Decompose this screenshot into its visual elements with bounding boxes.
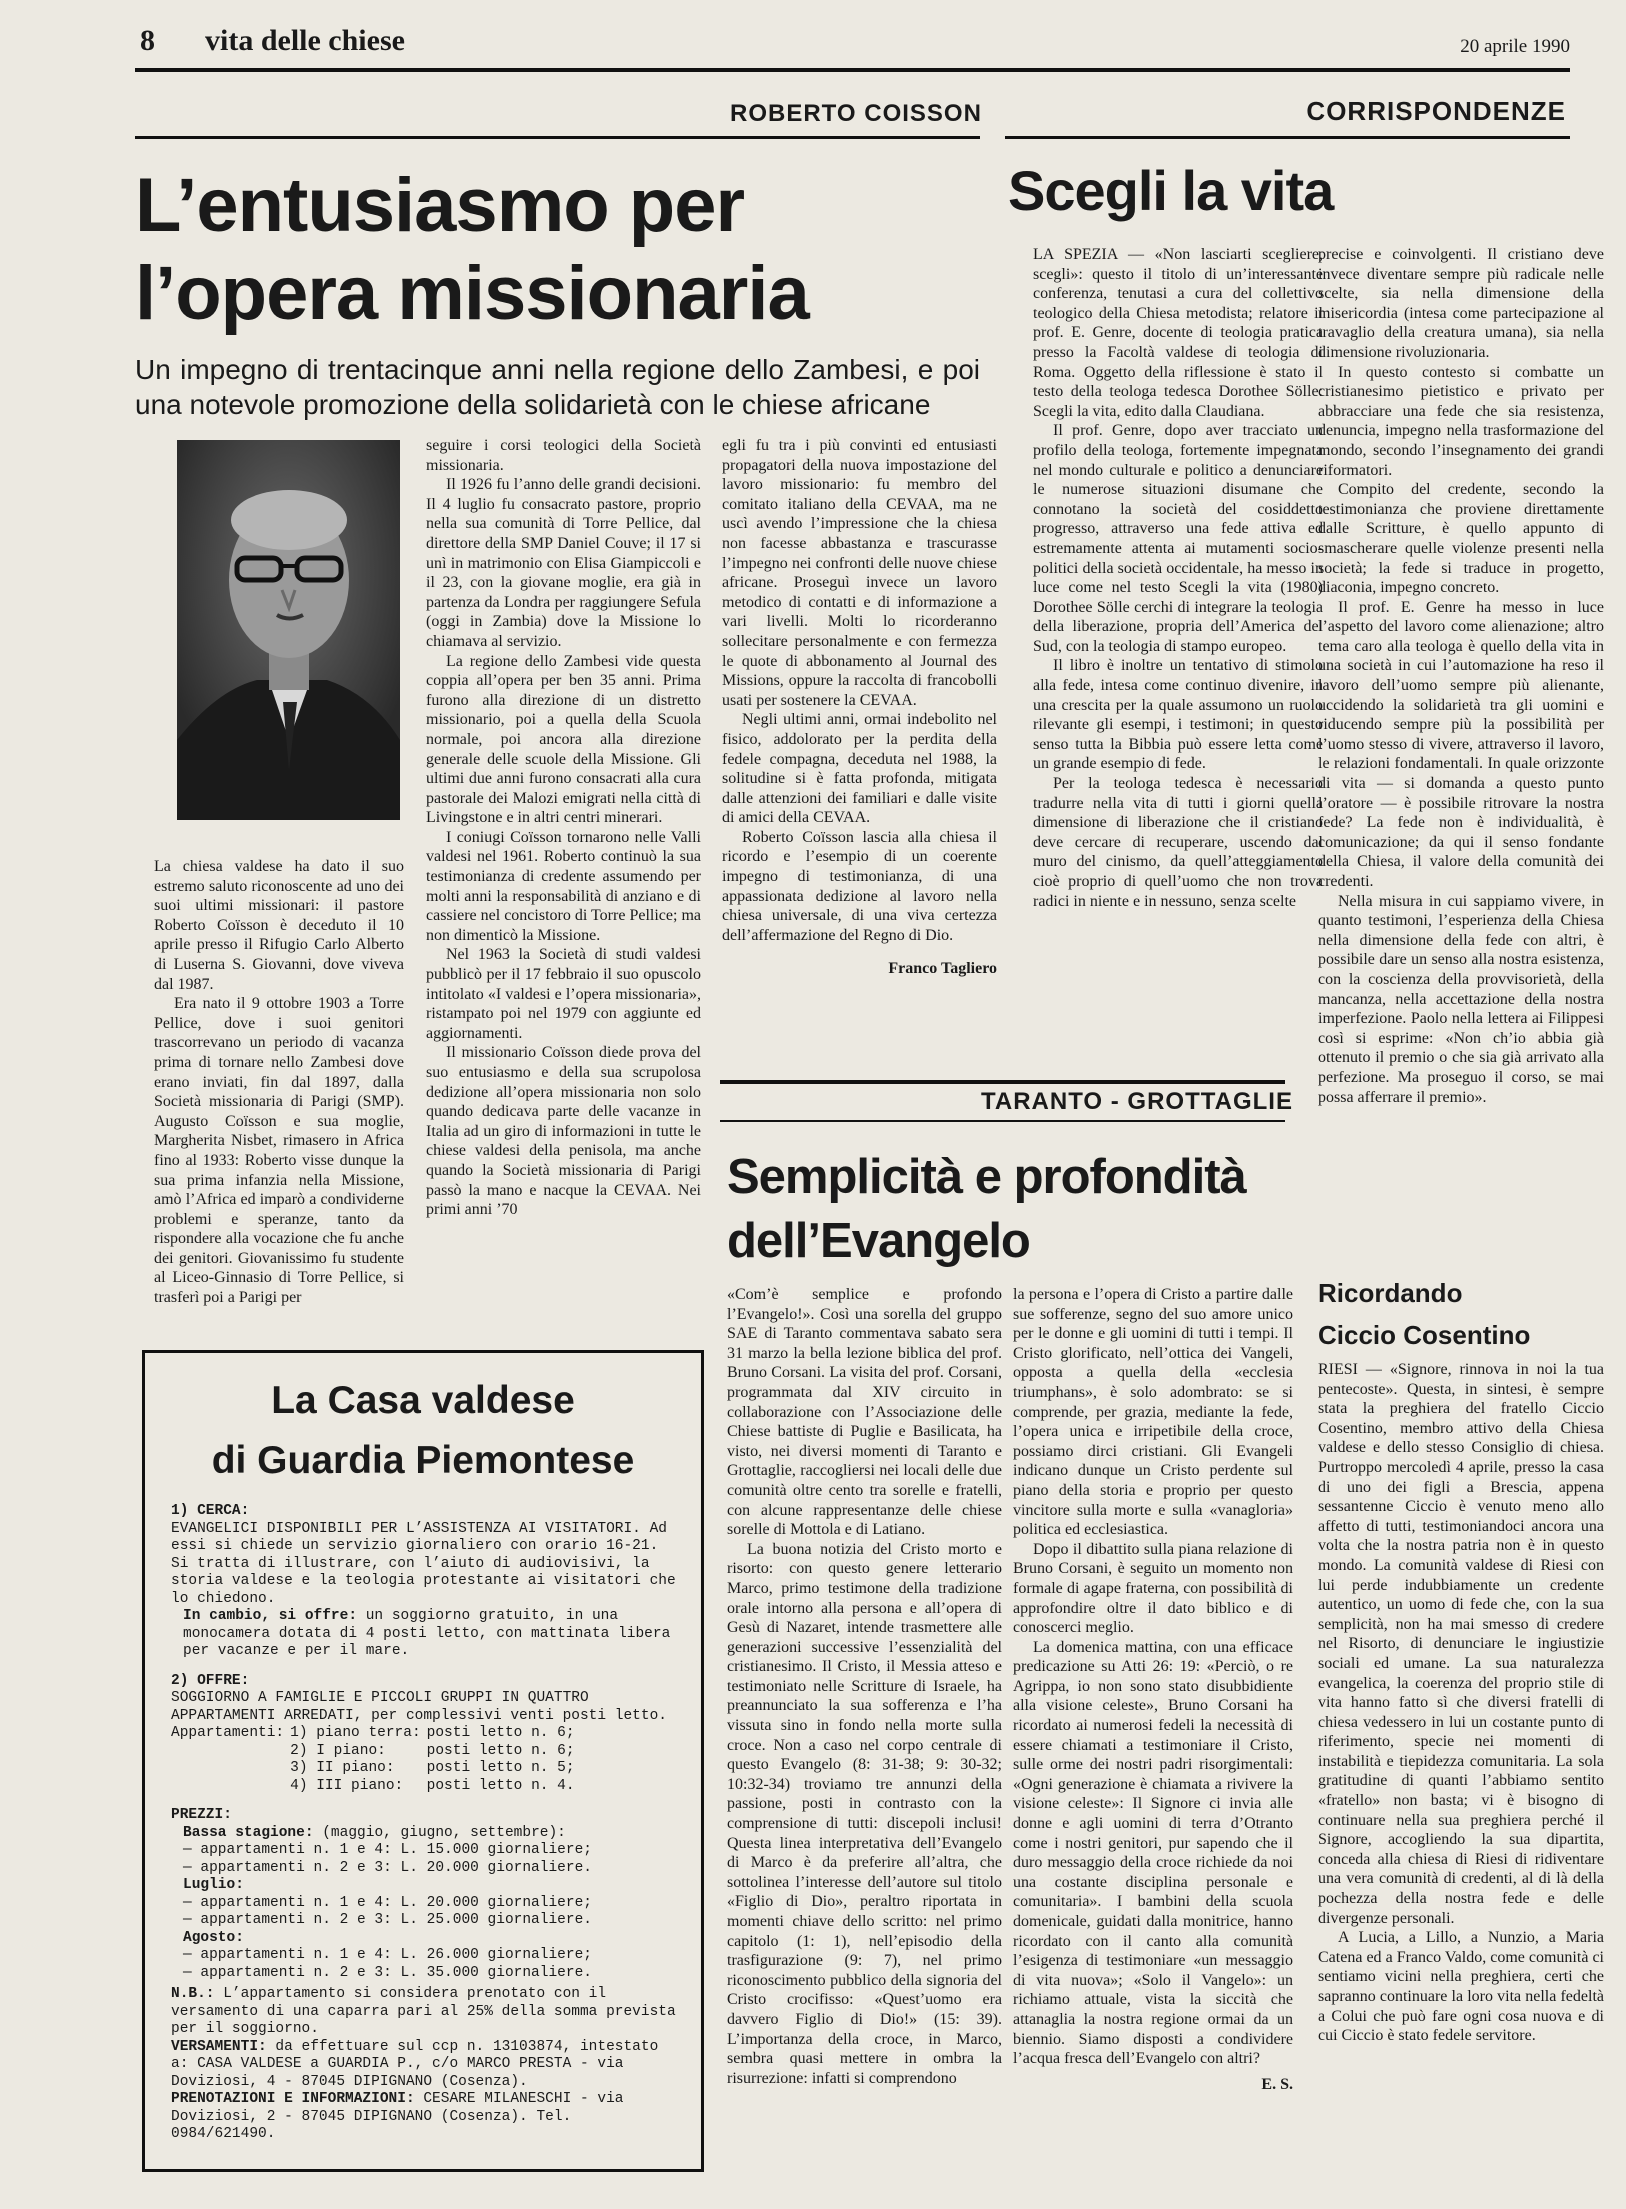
paragraph: seguire i corsi teologici della Società missionaria. (426, 437, 701, 474)
ad-body (171, 1503, 681, 2144)
right-article-col-2 (1318, 245, 1604, 1107)
left-article-col-1 (154, 857, 404, 1308)
portrait-illustration (177, 440, 400, 820)
ad-price-line: — appartamenti n. 2 e 3: L. 25.000 giornaliere. (183, 1912, 592, 1928)
middle-rule-bottom (720, 1120, 1285, 1122)
left-headline (135, 162, 985, 338)
ad-price-line: — appartamenti n. 1 e 4: L. 20.000 giornaliere; (183, 1894, 592, 1911)
paragraph: Il prof. E. Genre ha messo in luce l’aspetto del lavoro come alienazione; altro tema caro alla teologa è quello della vita in una società in cui l’automazione ha reso il lavoro dell’uomo sempre più alienante, uccidendo la solidarietà tra gli uomini e riducendo sempre più la possibilità per l’uomo stesso di vivere, attraverso il lavoro, le relazioni fondamentali. In quale orizzonte di vita — si domanda a questo punto l’oratore — è possibile ritrovare la nostra fede? La fede non è individualità, è comunicazione; da qui il senso fondante della Chiesa, il valore della comunità dei credenti. (1318, 598, 1604, 890)
left-subhead: Un impegno di trentacinque anni nella regione dello Zambesi, e poi una notevole promozione della solidarietà con le chiese africane (135, 354, 980, 420)
ad-prenotazioni-label: PRENOTAZIONI E INFORMAZIONI: (171, 2091, 415, 2107)
middle-headline-line-1: Semplicità e profondità (727, 1150, 1246, 1204)
paragraph: In questo contesto si combatte un cristianesimo pietistico e privato per abbracciare una fede che sia resistenza, denuncia, impegno nella trasformazione del mondo, secondo l’insegnamento dei grandi riformatori. (1318, 363, 1604, 479)
ad-cerca-offer-text: un soggiorno gratuito, in una monocamera dotata di 4 posti letto, con mattinata libera per vacanze e per il mare. (183, 1608, 671, 1659)
paragraph: Compito del credente, secondo la testimonianza che proviene direttamente dalle Scritture, è quello appunto di smascherare quelle violenze presenti nella società; la fede si traduce in progetto, diaconia, impegno concreto. (1318, 481, 1604, 597)
obituary-title-line-2: Ciccio Cosentino (1318, 1320, 1531, 1350)
left-headline-line-1: L’entusiasmo per (135, 163, 745, 248)
advertisement-box (142, 1350, 704, 2172)
paragraph: Dopo il dibattito sulla piana relazione di Bruno Corsani, è seguito un momento non formale di agape fraterna, con possibilità di approfondire oltre il dato biblico e di conoscerci meglio. (1013, 1540, 1293, 1637)
ad-nb-label: N.B.: (171, 1986, 215, 2002)
paragraph: Il 1926 fu l’anno delle grandi decisioni. Il 4 luglio fu consacrato pastore, proprio nella sua comunità di Torre Pellice, dal direttore della SMP Daniel Couve; il 17 si unì in matrimonio con Elisa Giampiccoli e il 23, con la giovane moglie, era già in partenza da Londra per raggiungere Sefula (oggi in Zambia) dove la Missione lo chiamava al servizio. (426, 476, 701, 650)
right-kicker: CORRISPONDENZE (1306, 96, 1566, 126)
left-article-col-2 (426, 436, 701, 1220)
author-signature: Franco Tagliero (888, 960, 997, 978)
ad-title (145, 1371, 701, 1491)
table-cell: 2) I piano: (290, 1742, 386, 1759)
ad-price-line: — appartamenti n. 2 e 3: L. 35.000 giornaliere. (183, 1964, 592, 1981)
paragraph: La regione dello Zambesi vide questa coppia all’opera per ben 35 anni. Prima furono alla direzione di un distretto missionario, poi a quella della Scuola normale, poi ancora alla direzione generale delle scuole della Missione. Gli ultimi due anni furono consacrati alla cura pastorale dei Malozi emigrati nella città di Livingstone e in altri centri minerari. (426, 652, 701, 827)
paragraph: Negli ultimi anni, ormai indebolito nel fisico, addolorato per la perdita della fedele compagna, deceduta nel 1988, la solitudine si è fatta profonda, mitigata dalle attenzioni dei familiari e dalle visite di amici della CEVAA. (722, 711, 997, 827)
left-kicker-rule (135, 136, 980, 139)
ad-bassa-months: (maggio, giugno, settembre): (322, 1824, 566, 1841)
ad-cerca-offer-label: In cambio, si offre: (183, 1608, 358, 1624)
ad-apartments-table (171, 1725, 581, 1795)
middle-article-col-1 (727, 1285, 1002, 2088)
obituary-title (1318, 1272, 1530, 1356)
ad-nb-text: L’appartamento si considera prenotato con il versamento di una caparra pari al 25% della somma prevista per il soggiorno. (171, 1986, 676, 2037)
paragraph: La chiesa valdese ha dato il suo estremo saluto riconoscente ad uno dei suoi ultimi missionari: il pastore Roberto Coïsson è deceduto il 10 aprile presso il Rifugio Carlo Alberto di Luserna S. Giovanni, dove viveva dal 1987. (154, 858, 404, 993)
ad-offre-text: SOGGIORNO A FAMIGLIE E PICCOLI GRUPPI IN QUATTRO APPARTAMENTI ARREDATI, per complessivi venti posti letto. (171, 1690, 667, 1724)
middle-rule-top (720, 1080, 1285, 1084)
author-signature: E. S. (1261, 2075, 1293, 2093)
table-cell: posti letto n. 6; (426, 1725, 575, 1741)
paragraph: Il prof. Genre, dopo aver tracciato un profilo della teologa, fortemente impegnata nel mondo culturale e politico a denunciare le numerose situazioni disumane che connotano la società del cosiddetto progresso, attraverso una fede attiva ed estremamente attenta ai mutamenti socio-politici della società occidentale, ha messo in luce come nel testo Scegli la vita (1980) Dorothee Sölle cerchi di integrare la teologia della liberazione, propria dell’America del Sud, con la teologia di stampo europeo. (1033, 422, 1323, 655)
paragraph: la persona e l’opera di Cristo a partire dalle sue sofferenze, segno del suo amore unico per le donne e gli uomini di tutti i tempi. Il Cristo glorificato, nell’ottica dei Vangeli, opposta a quella della «ecclesia triumphans», è solo adombrato: se si comprende, per grazia, mediante la fede, l’opera unica e irripetibile della croce, possiamo dirci cristiani. Gli Evangeli indicano dunque un Cristo perdente sul piano della storia e proprio per questo vincitore sulla morte e sulla «vanagloria» politica ed ecclesiastica. (1013, 1286, 1293, 1539)
paragraph: RIESI — «Signore, rinnova in noi la tua pentecoste». Questa, in sintesi, è sempre stata la preghiera del fratello Ciccio Cosentino, membro attivo della Chiesa valdese e dello stesso Consiglio di chiesa. Purtroppo mercoledì 4 aprile, presso la casa di uno dei figli a Brescia, appena sessantenne Ciccio è venuto meno allo affetto di tutti, testimoniandoci ancora una volta che la nostra patria non è in questo mondo. La comunità valdese di Riesi con lui perde indubbiamente un credente autentico, un uomo di fede che, con la sua semplicità, non ha mai smesso di credere nel Risorto, di denunciare le ingiustizie sociali ed umane. La sua naturalezza evangelica, la coerenza del proprio stile di vita hanno fatto sì che diversi fratelli di chiesa vedessero in lui un costante punto di riferimento, specie nei momenti di instabilità e tiepidezza comunitaria. La sola gratitudine di quanti l’abbiamo sentito «fratello» non basta; vi è bisogno di continuare nella sua preghiera perché il Signore, accogliendo la sua dipartita, conceda alla chiesa di Riesi di ridiventare una vera comunità di credenti, al di là della pochezza della nostra fede e delle divergenze personali. (1318, 1361, 1604, 1927)
paragraph: I coniugi Coïsson tornarono nelle Valli valdesi nel 1961. Roberto continuò la sua testimonianza di credente assumendo per molti anni la responsabilità di anziano e di cassiere nel concistoro di Torre Pellice; ma non dimenticò la Missione. (426, 828, 701, 944)
paragraph: precise e coinvolgenti. Il cristiano deve invece diventare sempre più radicale nelle scelte, sia nella dimensione della misericordia (intesa come partecipazione al travaglio della creatura umana), sia nella dimensione rivoluzionaria. (1318, 246, 1604, 361)
left-headline-line-2: l’opera missionaria (135, 251, 809, 336)
ad-price-line: — appartamenti n. 2 e 3: L. 20.000 giornaliere. (183, 1859, 592, 1876)
ad-price-line: — appartamenti n. 1 e 4: L. 26.000 giornaliere; (183, 1947, 592, 1963)
paragraph: LA SPEZIA — «Non lasciarti scegliere, scegli»: questo il titolo di un’interessante conferenza, tenutasi a cura del collettivo teologico della Chiesa metodista; relatore il prof. E. Genre, docente di teologia pratica presso la Facoltà valdese di teologia di Roma. Oggetto della riflessione è stato il testo della teologa tedesca Dorothee Sölle: Scegli la vita, edito dalla Claudiana. (1033, 246, 1323, 420)
ad-title-line-2: di Guardia Piemontese (211, 1439, 635, 1482)
paragraph: Roberto Coïsson lascia alla chiesa il ricordo e l’esempio di un coerente impegno di testimonianza, di una appassionata dedizione al lavoro nella chiesa universale, di una viva certezza dell’affermazione del Regno di Dio. (722, 828, 997, 944)
right-headline: Scegli la vita (1008, 159, 1334, 222)
ad-offre-heading: 2) OFFRE: (171, 1672, 250, 1689)
page-number: 8 (140, 24, 155, 57)
paragraph: «Com’è semplice e profondo l’Evangelo!». Così una sorella del gruppo SAE di Taranto commentava sabato sera 31 marzo la bella lezione biblica del prof. Bruno Corsani. La visita del prof. Corsani, programmata dal XIV circuito in collaborazione con l’Associazione delle Chiese battiste di Puglie e Basilicata, ha visto, nei diversi momenti di Taranto e Grottaglie, raccogliersi nei locali delle due comunità oltre cento tra sorelle e fratelli, con alcune rappresentanze delle chiese sorelle di Mottola e di Latiano. (727, 1286, 1002, 1539)
obituary-text (1318, 1360, 1604, 2046)
ad-cerca-text: EVANGELICI DISPONIBILI PER L’ASSISTENZA AI VISITATORI. Ad essi si chiede un servizio giornaliero con orario 16-21. Si tratta di illustrare, con l’aiuto di audiovisivi, la storia valdese e la teologia protestante ai visitatori che lo chiedono. (171, 1520, 676, 1607)
paragraph: Nella misura in cui sappiamo vivere, in quanto testimoni, l’esperienza della Chiesa nella dimensione della fede con altri, è possibile dare un senso alla nostra esistenza, con la coscienza della provvisorietà, della mancanza, nella accettazione della nostra imperfezione. Paolo nella lettera ai Filippesi così si esprime: «Non ch’io abbia già ottenuto il premio o che sia già arrivato alla perfezione. Ma proseguo il corso, se mai possa afferrare il premio». (1318, 892, 1604, 1106)
paragraph: Il libro è inoltre un tentativo di stimolo alla fede, intesa come continuo divenire, in una crescita per la quale assumono un ruolo rilevante gli esempi, i testimoni; in questo senso tutta la Bibbia può essere letta come un grande esempio di fede. (1033, 657, 1323, 773)
ad-prezzi-heading: PREZZI: (171, 1807, 232, 1823)
ad-apartments-label: Appartamenti: (171, 1725, 285, 1741)
table-row (171, 1725, 581, 1743)
middle-kicker: TARANTO - GROTTAGLIE (981, 1088, 1293, 1115)
paragraph: Il missionario Coïsson diede prova del suo entusiasmo e della sua scrupolosa dedizione all’opera missionaria non solo quando dedicava parte delle vacanze in Italia ad un giro di informazioni in tutte le chiese valdesi della penisola, ma anche quando la Società missionaria di Parigi passò la mano e nacque la CEVAA. Nei primi anni ’70 (426, 1044, 701, 1219)
header-rule (135, 68, 1570, 72)
middle-article-col-2 (1013, 1285, 1293, 2094)
portrait-photo (177, 440, 400, 820)
table-cell: 3) II piano: (290, 1760, 395, 1776)
left-article-col-3 (722, 436, 997, 979)
ad-cerca-heading: 1) CERCA: (171, 1503, 250, 1519)
right-kicker-rule (1005, 136, 1570, 139)
ad-bassa-label: Bassa stagione: (183, 1824, 314, 1841)
table-row (171, 1743, 581, 1761)
table-cell: 4) III piano: (290, 1777, 404, 1794)
ad-price-line: — appartamenti n. 1 e 4: L. 15.000 giornaliere; (183, 1842, 592, 1858)
paragraph: Nel 1963 la Società di studi valdesi pubblicò per il 17 febbraio il suo opuscolo intitolato «I valdesi e l’opera missionaria», ristampato poi nel 1979 con aggiunte ed aggiornamenti. (426, 946, 701, 1042)
ad-title-line-1: La Casa valdese (271, 1379, 575, 1422)
table-row (171, 1760, 581, 1778)
paragraph: La domenica mattina, con una efficace predicazione su Atti 26: 19: «Perciò, o re Agrippa, io non sono stato disubbidiente alla visione celeste», Bruno Corsani ha ricordato ai numerosi fedeli la necessità di essere chiamati a testimoniare il Cristo, sulle orme dei nostri padri risorgimentali: «Ogni generazione è chiamata a rivivere la visione celeste»: Il Signore ci invia alle donne e agli uomini di terra d’Otranto come i nostri genitori, pur sapendo che il duro messaggio della croce richiede da noi una costante disciplina personale e comunitaria». I bambini della scuola domenicale, guidati dalla monitrice, hanno ricordato con il canto alla comunità l’esigenza di testimoniare «un messaggio di vita nuova»; «Solo il Vangelo»: un richiamo attuale, vista la siccità che attanaglia la nostra regione ormai da un biennio. Siamo disposti a condividere l’acqua fresca dell’Evangelo con altri? (1013, 1638, 1293, 2068)
issue-date: 20 aprile 1990 (1460, 36, 1570, 57)
ad-prenotazioni-text: CESARE MILANESCHI - via Doviziosi, 2 - 87045 DIPIGNANO (Cosenza). Tel. 0984/621490. (171, 2091, 624, 2142)
middle-headline-line-2: dell’Evangelo (727, 1214, 1030, 1268)
table-cell: posti letto n. 5; (426, 1760, 575, 1776)
table-row (171, 1778, 581, 1796)
paragraph: La buona notizia del Cristo morto e risorto: con questo genere letterario Marco, primo testimone della tradizione orale intorno alla persona e all’opera di Gesù di Nazaret, intende trasmettere alle generazioni successive l’essenzialità del cristianesimo. Il Cristo, il Messia atteso e testimoniato nelle Scritture di Israele, ha preannunciato la sua sofferenza e l’ha vissuta sino in fondo nella morte sulla croce. Non a caso nel corpo centrale di questo Evangelo (8: 31-38; 9: 30-32; 10:32-34) troviamo tre annunzi della passione, posti in contrasto con la comprensione di tutti: discepoli inclusi! Questa linea interpretativa dell’Evangelo di Marco è da preferire all’altra, che sottolinea l’interesse dell’autore sul titolo «Figlio di Dio», peraltro riportata in momenti chiave dello scritto: nel primo capitolo (1: 1), nell’episodio della trasfigurazione (9: 7), nel primo riconoscimento pubblico della signoria del Cristo crocifisso: «Quest’uomo era davvero Figlio di Dio!» (15: 39). L’importanza della croce, in Marco, sembra quasi mettere in ombra la risurrezione: infatti si comprendono (727, 1540, 1002, 2087)
table-cell: posti letto n. 4. (426, 1777, 575, 1794)
right-article-col-1 (1033, 245, 1323, 911)
table-cell: posti letto n. 6; (426, 1742, 575, 1759)
paragraph: Era nato il 9 ottobre 1903 a Torre Pellice, dove i suoi genitori trascorrevano un periodo di vacanza prima di tornare nello Zambesi dove erano inviati, fin dal 1897, dalla Società missionaria di Parigi (SMP). Augusto Coïsson e sua moglie, Margherita Nisbet, rimasero in Africa fino al 1933: Roberto visse dunque la sua prima infanzia nella Missione, amò l’Africa ed imparò a condividerne problemi e speranze, tanto da rispondere alla vocazione che fu anche dei genitori. Giovanissimo fu studente al Liceo-Ginnasio di Torre Pellice, si trasferì poi a Parigi per (154, 995, 404, 1307)
table-cell: 1) piano terra: (290, 1725, 421, 1741)
ad-versamenti-label: VERSAMENTI: (171, 2038, 267, 2055)
section-title: vita delle chiese (205, 24, 405, 57)
ad-versamenti-text: da effettuare sul ccp n. 13103874, intestato a: CASA VALDESE a GUARDIA P., c/o MARCO PRESTA - via Doviziosi, 4 - 87045 DIPIGNANO (Cosenza). (171, 2038, 659, 2090)
ad-agosto-label: Agosto: (183, 1929, 244, 1946)
middle-headline (727, 1145, 1287, 1273)
left-kicker: ROBERTO COISSON (730, 100, 982, 127)
ad-luglio-label: Luglio: (183, 1877, 244, 1893)
obituary-title-line-1: Ricordando (1318, 1278, 1463, 1308)
paragraph: Per la teologa tedesca è necessario tradurre nella vita di tutti i giorni quella dimensione di liberazione che il cristiano deve cercare di recuperare, uscendo dal muro del cinismo, da quell’atteggiamento cioè proprio di quell’uomo che non trova radici in niente e in nessuno, senza scelte (1033, 775, 1323, 910)
paragraph: egli fu tra i più convinti ed entusiasti propagatori della nuova impostazione del lavoro missionario: fu membro del comitato italiano della CEVAA, ma ne uscì avendo l’impressione che la chiesa non facesse abbastanza e trascurasse l’impegno nei confronti delle nuove chiese africane. Proseguì invece un lavoro metodico di contatti e di informazione a vari livelli. Molti lo ricorderanno sollecitare personalmente e con fermezza le quote di abbonamento al Journal des Missions, oppure la raccolta di francobolli usati per sostenere la CEVAA. (722, 437, 997, 709)
paragraph: A Lucia, a Lillo, a Nunzio, a Maria Catena ed a Franco Valdo, come comunità ci sentiamo vicini nella preghiera, certi che sapranno continuare la loro vita nella fedeltà a Colui che può fare ogni cosa nuova e di cui Ciccio è stato fedele servitore. (1318, 1929, 1604, 2045)
